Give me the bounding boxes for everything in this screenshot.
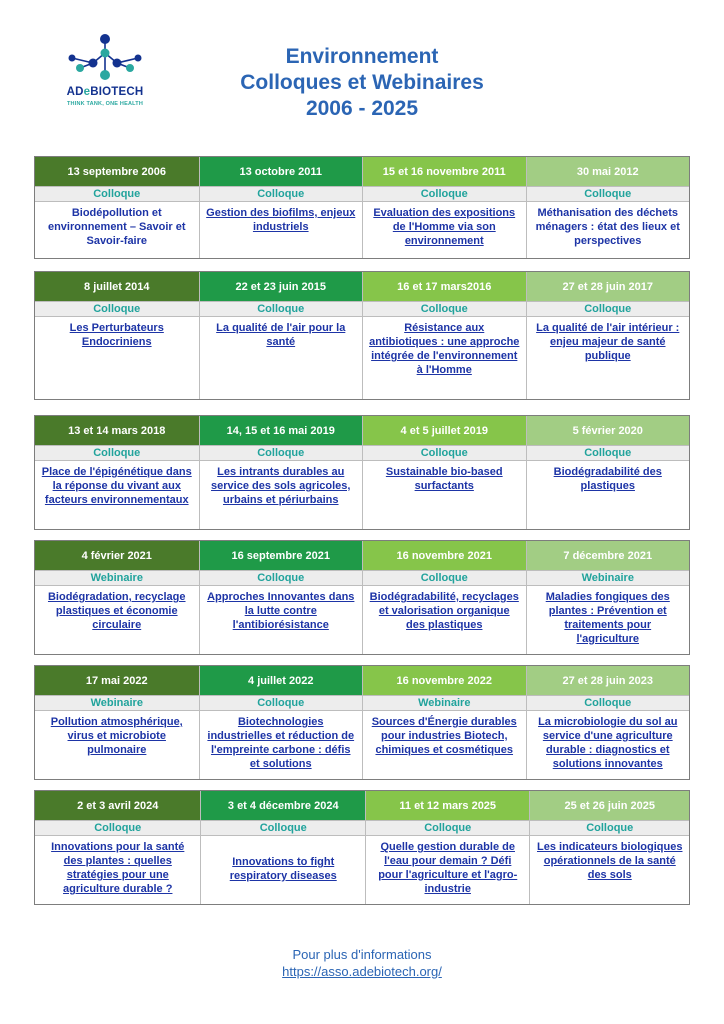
title-line-1: Environnement <box>285 45 439 68</box>
event-topic-link[interactable]: Les indicateurs biologiques opérationnels de la santé des sols <box>529 836 689 904</box>
event-type: Colloque <box>362 446 526 460</box>
topic-row <box>35 202 689 258</box>
network-logo-icon <box>60 30 150 88</box>
event-date: 17 mai 2022 <box>35 666 199 695</box>
topic-row <box>35 711 689 779</box>
event-topic-link[interactable]: Maladies fongiques des plantes : Prévention et traitements pour l'agriculture <box>526 586 690 654</box>
event-type: Webinaire <box>526 571 690 585</box>
footer <box>0 946 724 980</box>
event-date: 13 octobre 2011 <box>199 157 363 186</box>
event-topic-link[interactable]: Biodégradation, recyclage plastiques et économie circulaire <box>47 591 186 631</box>
date-row <box>35 791 689 820</box>
event-topic-link[interactable]: La microbiologie du sol au service d'une agriculture durable : diagnostics et solutions innovantes <box>526 711 690 779</box>
event-topic-link[interactable]: Résistance aux antibiotiques : une approche intégrée de l'environnement à l'Homme <box>362 317 526 399</box>
event-topic-link[interactable]: Quelle gestion durable de l'eau pour demain ? Défi pour l'agriculture et l'agro-industrie <box>365 836 530 904</box>
event-type: Colloque <box>199 187 363 201</box>
event-topic-link[interactable]: Biotechnologies industrielles et réduction de l'empreinte carbone : défis et solutions <box>199 711 363 779</box>
event-topic-link[interactable]: Biodégradabilité des plastiques <box>526 461 690 529</box>
event-type: Webinaire <box>90 697 143 709</box>
logo-tagline: THINK TANK, ONE HEALTH <box>67 101 143 107</box>
event-date: 4 février 2021 <box>35 541 199 570</box>
event-block <box>34 271 690 400</box>
event-topic-link[interactable]: Les intrants durables au service des sols agricoles, urbains et périurbains <box>199 461 363 529</box>
event-type: Colloque <box>199 302 363 316</box>
event-type: Colloque <box>93 447 141 459</box>
event-topic-link[interactable]: Approches Innovantes dans la lutte contre l'antibiorésistance <box>199 586 363 654</box>
adebiotech-logo <box>60 30 150 112</box>
event-date: 27 et 28 juin 2023 <box>526 666 690 695</box>
event-topic-link[interactable]: Place de l'épigénétique dans la réponse du vivant aux facteurs environnementaux <box>41 466 192 506</box>
topic-row <box>35 461 689 529</box>
event-date: 22 et 23 juin 2015 <box>199 272 363 301</box>
event-date: 4 juillet 2022 <box>199 666 363 695</box>
event-topic-link[interactable]: La qualité de l'air pour la santé <box>199 317 363 399</box>
event-topic-link[interactable]: Gestion des biofilms, enjeux industriels <box>199 202 363 258</box>
footer-url-link[interactable]: https://asso.adebiotech.org/ <box>282 964 442 979</box>
event-date: 7 décembre 2021 <box>526 541 690 570</box>
event-type: Colloque <box>529 821 689 835</box>
date-row <box>35 272 689 301</box>
event-date: 11 et 12 mars 2025 <box>365 791 530 820</box>
event-type: Colloque <box>199 571 363 585</box>
event-date: 5 février 2020 <box>526 416 690 445</box>
event-type: Webinaire <box>90 572 143 584</box>
event-date: 16 et 17 mars2016 <box>362 272 526 301</box>
event-type: Colloque <box>526 696 690 710</box>
date-row <box>35 541 689 570</box>
event-type: Colloque <box>362 187 526 201</box>
topic-row <box>35 586 689 654</box>
event-block <box>34 665 690 780</box>
event-topic-link[interactable]: Sustainable bio-based surfactants <box>362 461 526 529</box>
event-topic-link[interactable]: Pollution atmosphérique, virus et microbiote pulmonaire <box>50 716 183 756</box>
type-row <box>35 695 689 711</box>
event-topic: Biodépollution et environnement – Savoir et Savoir-faire <box>47 207 186 247</box>
topic-row <box>35 836 689 904</box>
event-type: Colloque <box>199 446 363 460</box>
event-type: Colloque <box>93 188 141 200</box>
type-row <box>35 301 689 317</box>
event-date: 3 et 4 décembre 2024 <box>200 791 365 820</box>
title-line-3: 2006 - 2025 <box>305 97 419 120</box>
date-row <box>35 157 689 186</box>
date-row <box>35 666 689 695</box>
event-topic-link[interactable]: Biodégradabilité, recyclages et valorisation organique des plastiques <box>362 586 526 654</box>
title-line-2: Colloques et Webinaires <box>240 71 484 94</box>
type-row <box>35 820 689 836</box>
type-row <box>35 186 689 202</box>
event-topic-link[interactable]: Innovations to fight respiratory diseases <box>200 836 365 904</box>
event-topic-link[interactable]: La qualité de l'air intérieur : enjeu majeur de santé publique <box>526 317 690 399</box>
event-type: Colloque <box>526 187 690 201</box>
event-type: Colloque <box>199 696 363 710</box>
event-type: Webinaire <box>362 696 526 710</box>
event-date: 30 mai 2012 <box>526 157 690 186</box>
event-type: Colloque <box>93 303 141 315</box>
event-block <box>34 156 690 259</box>
footer-text: Pour plus d'informations <box>292 947 432 962</box>
event-block <box>34 415 690 530</box>
event-date: 13 septembre 2006 <box>35 157 199 186</box>
event-date: 25 et 26 juin 2025 <box>529 791 689 820</box>
event-date: 16 septembre 2021 <box>199 541 363 570</box>
event-topic-link[interactable]: Innovations pour la santé des plantes : quelles stratégies pour une agriculture durable ? <box>51 841 185 895</box>
event-date: 16 novembre 2021 <box>362 541 526 570</box>
event-topic-link[interactable]: Evaluation des expositions de l'Homme via son environnement <box>362 202 526 258</box>
date-row <box>35 416 689 445</box>
type-row <box>35 445 689 461</box>
event-type: Colloque <box>526 302 690 316</box>
event-topic-link[interactable]: Les Perturbateurs Endocriniens <box>69 322 164 348</box>
event-type: Colloque <box>362 302 526 316</box>
event-date: 4 et 5 juillet 2019 <box>362 416 526 445</box>
event-block <box>34 540 690 655</box>
event-date: 16 novembre 2022 <box>362 666 526 695</box>
event-topic-link[interactable]: Sources d'Énergie durables pour industries Biotech, chimiques et cosmétiques <box>362 711 526 779</box>
event-date: 13 et 14 mars 2018 <box>35 416 199 445</box>
event-block <box>34 790 690 905</box>
event-date: 14, 15 et 16 mai 2019 <box>199 416 363 445</box>
type-row <box>35 570 689 586</box>
event-type: Colloque <box>94 822 142 834</box>
page-title <box>160 44 564 122</box>
event-date: 15 et 16 novembre 2011 <box>362 157 526 186</box>
event-type: Colloque <box>365 821 530 835</box>
event-date: 27 et 28 juin 2017 <box>526 272 690 301</box>
logo-name: ADeBIOTECH <box>66 86 144 98</box>
event-type: Colloque <box>362 571 526 585</box>
event-date: 8 juillet 2014 <box>35 272 199 301</box>
event-date: 2 et 3 avril 2024 <box>35 791 200 820</box>
event-type: Colloque <box>526 446 690 460</box>
topic-row <box>35 317 689 399</box>
event-type: Colloque <box>200 821 365 835</box>
event-topic: Méthanisation des déchets ménagers : état des lieux et perspectives <box>526 202 690 258</box>
